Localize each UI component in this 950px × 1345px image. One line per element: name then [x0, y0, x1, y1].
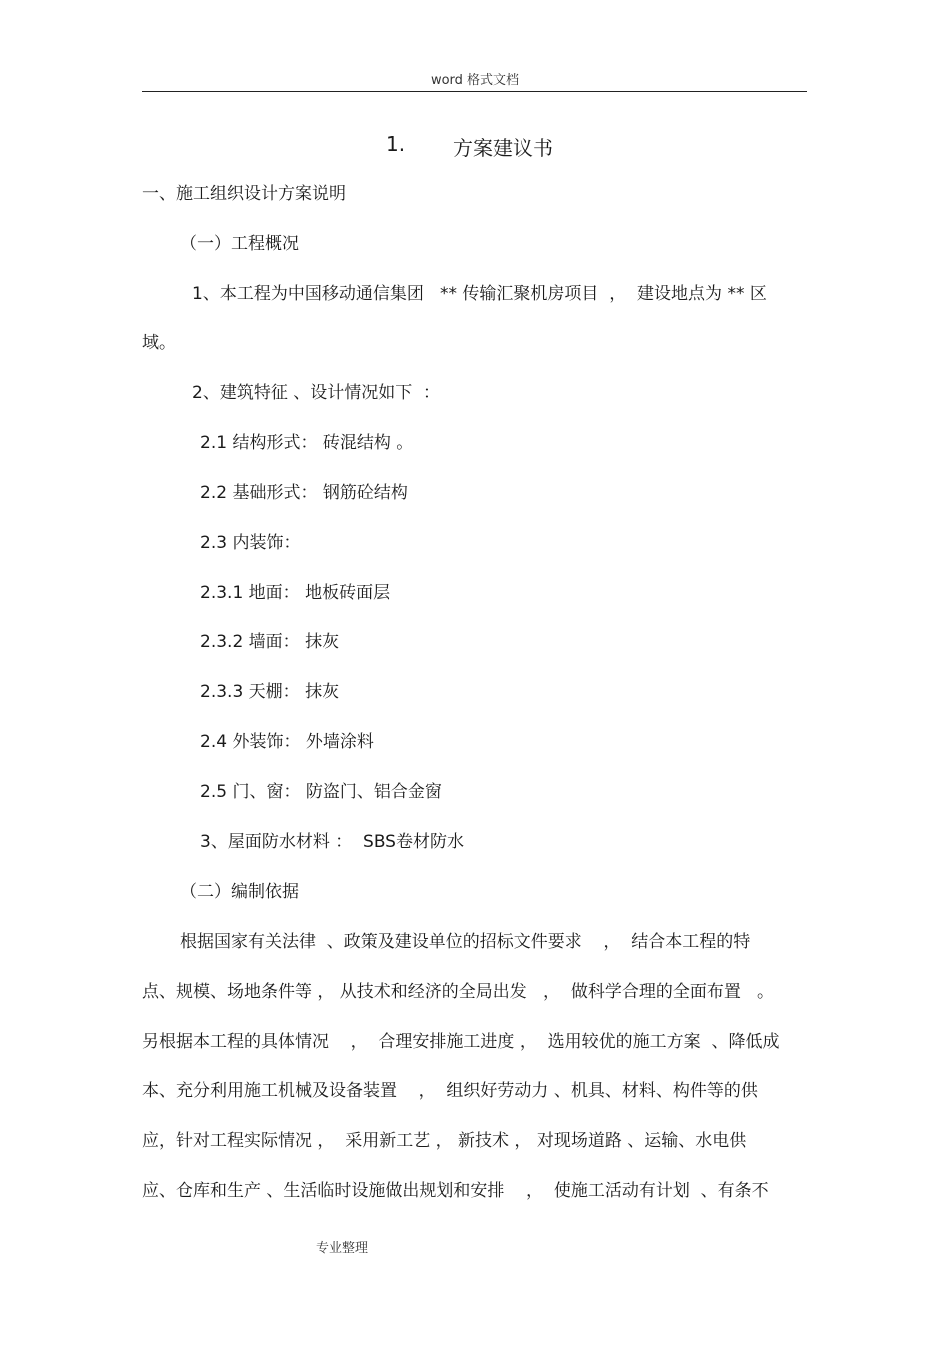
paragraph-line: 1、本工程为中国移动通信集团 ** 传输汇聚机房项目 ， 建设地点为 ** 区 [192, 284, 767, 304]
subsection-heading: （一）工程概况 [180, 234, 299, 254]
paragraph-line: 应，针对工程实际情况 ， 采用新工艺 ， 新技术 ， 对现场道路 、运输、水电供 [142, 1131, 747, 1151]
list-item: 2.5 门、窗： 防盗门、铝合金窗 [200, 782, 442, 802]
list-item: 2、建筑特征 、设计情况如下 ： [192, 383, 441, 403]
page-header: word 格式文档 [430, 73, 520, 88]
paragraph-line: 点、规模、场地条件等 ， 从技术和经济的全局出发 ， 做科学合理的全面布置 。 [142, 982, 775, 1002]
header-divider [142, 91, 807, 92]
title-number: 1. [386, 132, 406, 156]
section-heading: 一、施工组织设计方案说明 [142, 184, 346, 204]
paragraph-line: 另根据本工程的具体情况 ， 合理安排施工进度 ， 选用较优的施工方案 、降低成 [142, 1032, 780, 1052]
list-item: 2.3.3 天棚： 抹灰 [200, 682, 340, 702]
list-item: 3、屋面防水材料 ： SBS卷材防水 [200, 832, 464, 852]
title-text: 方案建议书 [453, 136, 553, 160]
list-item: 2.3.1 地面： 地板砖面层 [200, 583, 391, 603]
list-item: 2.2 基础形式： 钢筋砼结构 [200, 483, 408, 503]
list-item: 2.3.2 墙面： 抹灰 [200, 632, 340, 652]
subsection-heading: （二）编制依据 [180, 882, 299, 902]
paragraph-line: 应、仓库和生产 、生活临时设施做出规划和安排 ， 使施工活动有计划 、有条不 [142, 1181, 769, 1201]
list-item: 2.4 外装饰： 外墙涂料 [200, 732, 374, 752]
list-item: 2.1 结构形式： 砖混结构 。 [200, 433, 414, 453]
paragraph-line: 域。 [142, 333, 176, 353]
page-footer: 专业整理 [316, 1241, 369, 1256]
paragraph-line: 根据国家有关法律 、政策及建设单位的招标文件要求 ， 结合本工程的特 [180, 932, 751, 952]
paragraph-line: 本、充分利用施工机械及设备装置 ， 组织好劳动力 、机具、材料、构件等的供 [142, 1081, 758, 1101]
list-item: 2.3 内装饰： [200, 533, 301, 553]
